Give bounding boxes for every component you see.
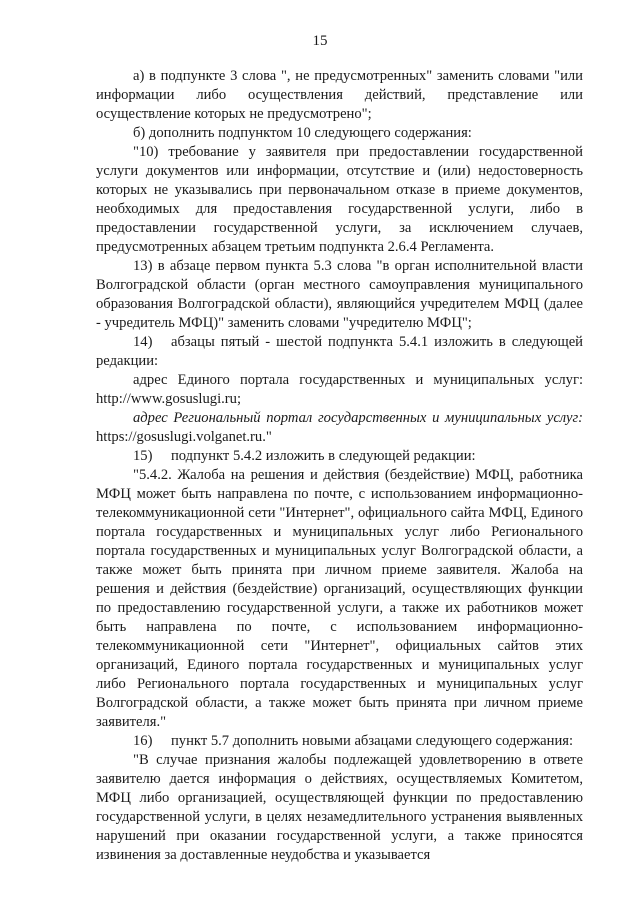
regional-portal-label: адрес Региональный портал государственных и муниципальных услуг:: [133, 410, 583, 426]
paragraph-13: 13) в абзаце первом пункта 5.3 слова "в орган исполнительной власти Волгоградской области (орган местного самоуправления муниципального образования Волгоградской области), являющийся учредителем МФЦ (далее - учредитель МФЦ)" заменить словами "учредителю МФЦ";: [96, 258, 583, 331]
paragraph-14-text: абзацы пятый - шестой подпункта 5.4.1 изложить в следующей редакции:: [96, 334, 583, 369]
paragraph-regional-portal-address: [96, 409, 583, 447]
paragraph-16-number: 16): [133, 733, 153, 749]
paragraph-a: а) в подпункте 3 слова ", не предусмотренных" заменить словами "или информации либо осуществления действий, представление или осуществление которых не предусмотрено";: [96, 68, 583, 122]
page-number: 15: [312, 33, 328, 49]
paragraph-16: [96, 732, 583, 751]
paragraph-15: [96, 447, 583, 466]
paragraph-15-number: 15): [133, 448, 153, 464]
paragraph-complaint-satisfied: "В случае признания жалобы подлежащей удовлетворению в ответе заявителю дается информация о действиях, осуществляемых Комитетом, МФЦ либо организацией, осуществляющей функции по предоставлению государственной услуги, в целях незамедлительного устранения выявленных нарушений при оказании государственной услуги, а также приносятся извинения за доставленные неудобства и указывается: [96, 752, 583, 863]
paragraph-14-number: 14): [133, 334, 153, 350]
paragraph-16-text: пункт 5.7 дополнить новыми абзацами следующего содержания:: [171, 733, 574, 749]
paragraph-15-text: подпункт 5.4.2 изложить в следующей редакции:: [171, 448, 476, 464]
regional-portal-url: https://gosuslugi.volganet.ru.": [96, 429, 272, 445]
paragraph-5-4-2: "5.4.2. Жалоба на решения и действия (бездействие) МФЦ, работника МФЦ может быть направлена по почте, с использованием информационно-телекоммуникационной сети "Интернет", официального сайта МФЦ, Единого портала государственных и муниципальных услуг либо Регионального портала государственных и муниципальных услуг Волгоградской области, а также может быть принята при личном приеме заявителя. Жалоба на решения и действия (бездействие) организаций, осуществляющих функции по предоставлению государственной услуги, а также их работников может быть направлена по почте, с использованием информационно-телекоммуникационной сети "Интернет", официальных сайтов этих организаций, Единого портала государственных и муниципальных услуг либо Регионального портала государственных и муниципальных услуг Волгоградской области, а также может быть принята при личном приеме заявителя.": [96, 467, 583, 730]
paragraph-14: [96, 333, 583, 371]
paragraph-b: б) дополнить подпунктом 10 следующего содержания:: [133, 125, 472, 141]
document-body: [96, 67, 583, 865]
paragraph-gosuslugi-address: адрес Единого портала государственных и муниципальных услуг: http://www.gosuslugi.ru;: [96, 372, 583, 407]
paragraph-item-10: "10) требование у заявителя при предоставлении государственной услуги документов или информации, отсутствие и (или) недостоверность которых не указывались при первоначальном отказе в приеме документов, необходимых для предоставления государственной услуги, либо в предоставлении государственной услуги, за исключением случаев, предусмотренных абзацем третьим подпункта 2.6.4 Регламента.: [96, 144, 583, 255]
